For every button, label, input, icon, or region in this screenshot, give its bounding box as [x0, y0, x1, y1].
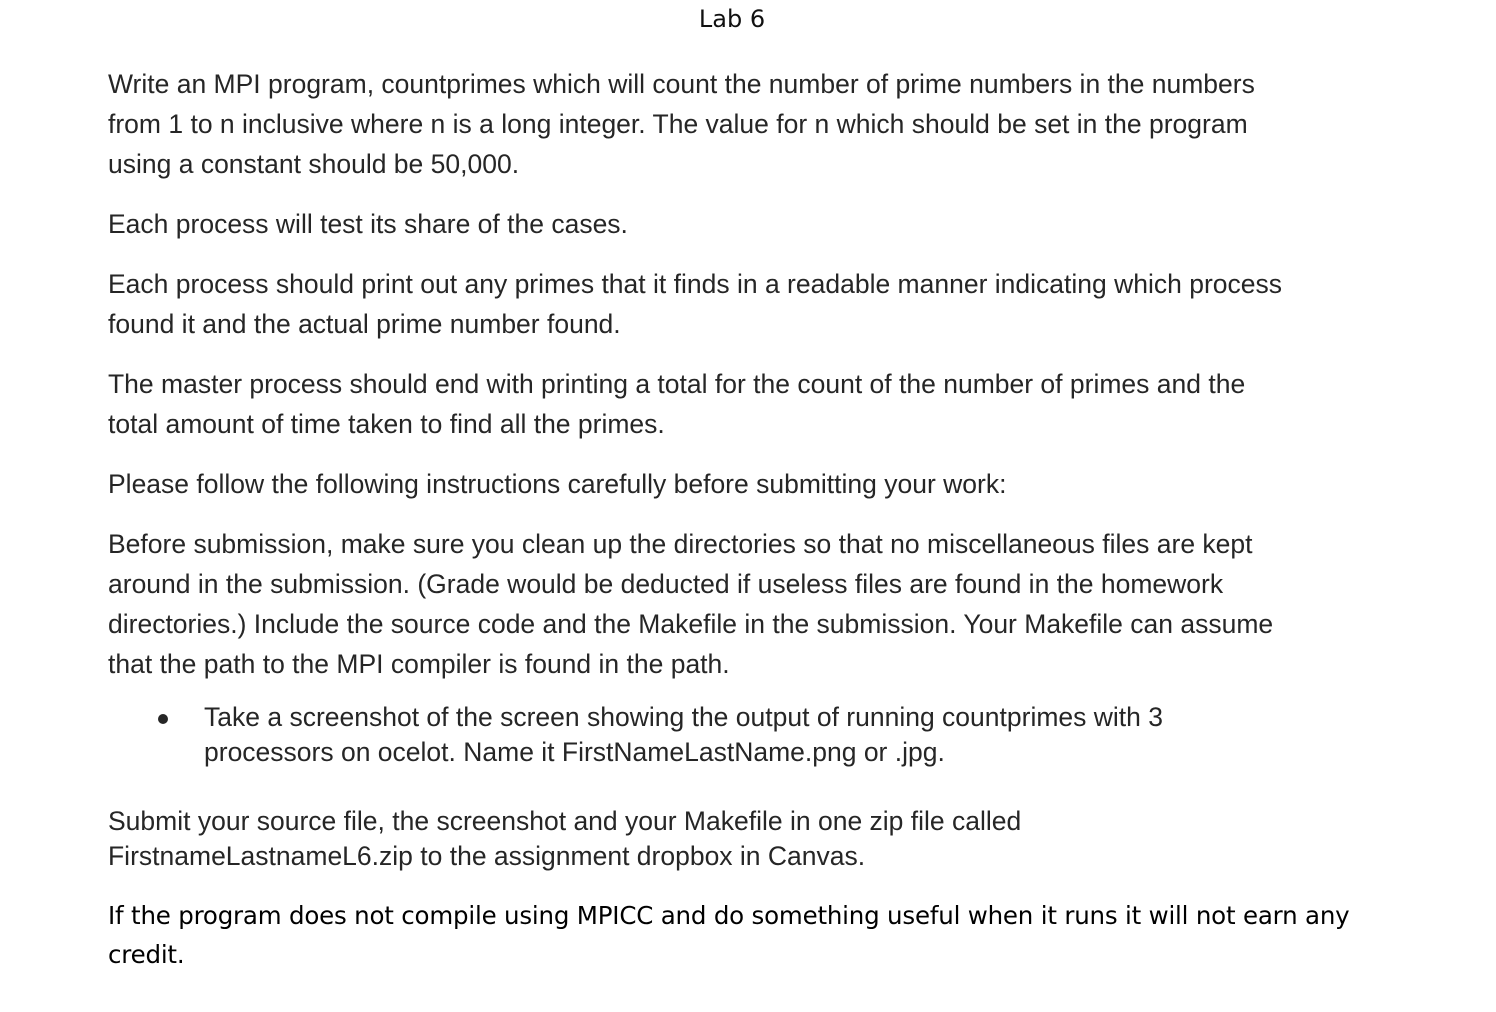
paragraph-print-primes: Each process should print out any primes that it finds in a readable manner indicating which process found it and the actual prime number found. [108, 269, 1282, 339]
paragraph-compile-warning: If the program does not compile using MPICC and do something useful when it runs it will not earn any credit. [108, 901, 1350, 969]
paragraph-master-process: The master process should end with printing a total for the count of the number of primes and the total amount of time taken to find all the primes. [108, 369, 1246, 439]
paragraph-task-description: Write an MPI program, countprimes which will count the number of prime numbers in the numbers from 1 to n inclusive where n is a long integer. The value for n which should be set in the program using a constant should be 50,000. [108, 69, 1255, 179]
bullet-list-item [108, 700, 1398, 780]
paragraph-submission-cleanup: Before submission, make sure you clean up the directories so that no miscellaneous files are kept around in the submission. (Grade would be deducted if useless files are found in the homework directories.) Include the source code and the Makefile in the submission. Your Makefile can assume that the path to the MPI compiler is found in the path. [108, 529, 1274, 679]
paragraph-submit-zip: Submit your source file, the screenshot and your Makefile in one zip file called FirstnameLastnameL6.zip to the assignment dropbox in Canvas. [108, 806, 1022, 871]
page-title [0, 3, 1496, 35]
bullet-icon [158, 714, 168, 724]
paragraph-instructions-intro: Please follow the following instructions carefully before submitting your work: [108, 469, 1007, 499]
page-title-text: Lab 6 [698, 5, 766, 33]
paragraph-process-share: Each process will test its share of the cases. [108, 209, 628, 239]
bullet-screenshot-instruction: Take a screenshot of the screen showing the output of running countprimes with 3 processors on ocelot. Name it FirstNameLastName.png or .jpg. [204, 702, 1163, 767]
